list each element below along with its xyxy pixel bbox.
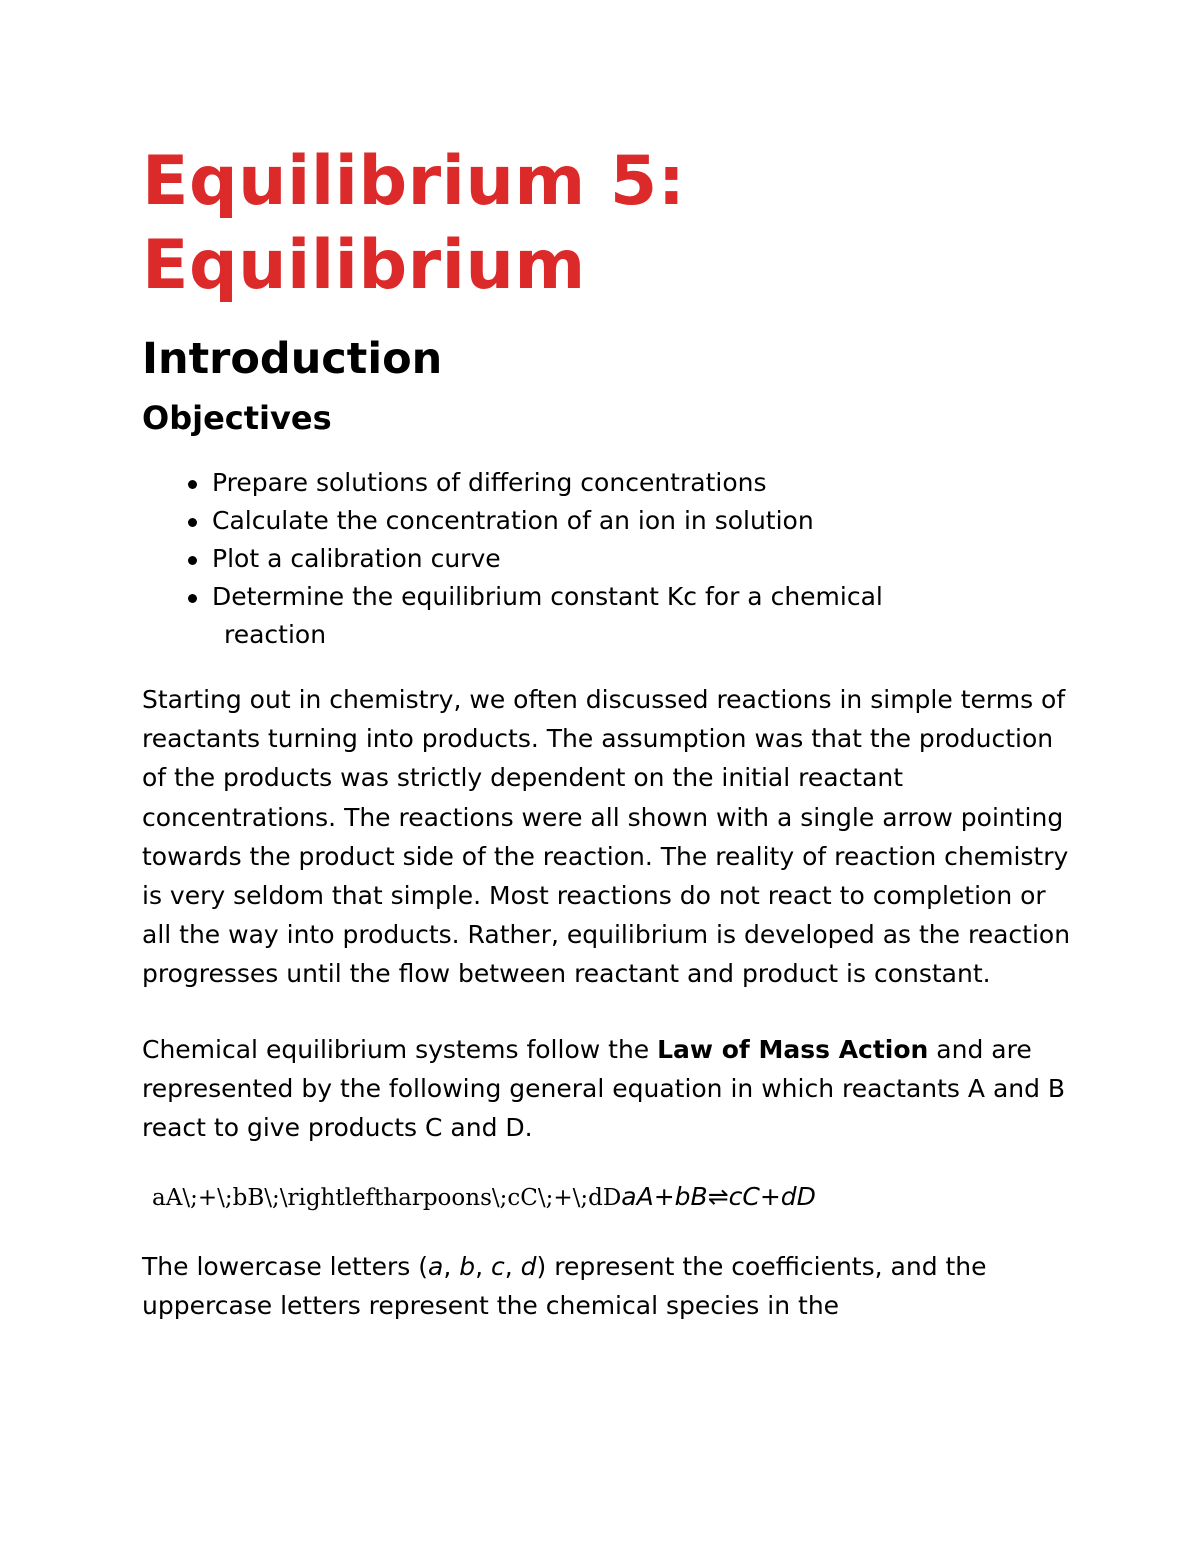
list-item [142, 540, 992, 578]
equation-term: dD [780, 1182, 816, 1212]
bullet-icon [188, 480, 197, 489]
bullet-icon [188, 594, 197, 603]
paragraph-text: and are represented by the following general equation in which reactants A and B react to give products C and D. [142, 1034, 1066, 1143]
equation-plus: + [653, 1182, 675, 1212]
separator: , [475, 1252, 491, 1282]
section-heading-introduction: Introduction [142, 334, 443, 384]
document-page [142, 140, 1082, 1326]
variable-a: a [427, 1252, 444, 1282]
subsection-heading-objectives: Objectives [142, 399, 332, 437]
general-equation [152, 1177, 1082, 1217]
equilibrium-arrow-icon: ⇌ [707, 1182, 729, 1212]
variable-b: b [459, 1252, 476, 1282]
title-line-1: Equilibrium 5: [142, 142, 686, 221]
list-item [142, 578, 992, 654]
objective-text: Calculate the concentration of an ion in solution [212, 506, 814, 535]
bullet-icon [188, 556, 197, 565]
separator: , [443, 1252, 460, 1282]
objective-text-continuation: reaction [224, 620, 327, 649]
equation-term: cC [728, 1182, 760, 1212]
law-of-mass-action-term: Law of Mass Action [657, 1034, 929, 1064]
variable-c: c [491, 1252, 505, 1282]
list-item [142, 464, 992, 502]
equation-term: bB [674, 1182, 708, 1212]
list-item [142, 502, 992, 540]
page-title [142, 140, 1082, 308]
equation-rendered [621, 1182, 816, 1211]
paragraph-intro: Starting out in chemistry, we often discussed reactions in simple terms of reactants turning into products. The assumption was that the production of the products was strictly dependent on the initial reactant concentrations. The reactions were all shown with a single arrow pointing towards the product side of the reaction. The reality of reaction chemistry is very seldom that simple. Most reactions do not react to completion or all the way into products. Rather, equilibrium is developed as the reaction progresses until the flow between reactant and product is constant. [142, 685, 1071, 989]
paragraph-law-of-mass-action [142, 1030, 1072, 1148]
paragraph-text: ) represent the coefficients, and the uppercase letters represent the chemical species in the [142, 1252, 987, 1321]
paragraph-text: The lowercase letters ( [142, 1252, 428, 1282]
title-line-2: Equilibrium [142, 226, 586, 305]
objective-text: Prepare solutions of differing concentrations [212, 468, 767, 497]
equation-term: aA [621, 1182, 654, 1212]
bullet-icon [188, 518, 197, 527]
objective-text: Determine the equilibrium constant Kc for a chemical [212, 582, 883, 611]
paragraph-text: Chemical equilibrium systems follow the [142, 1034, 658, 1064]
objectives-list [142, 464, 1082, 654]
variable-d: d [520, 1252, 537, 1282]
separator: , [504, 1252, 521, 1282]
objective-text: Plot a calibration curve [212, 544, 501, 573]
paragraph-coefficients [142, 1247, 1072, 1325]
equation-source-text: aA\;+\;bB\;\rightleftharpoons\;cC\;+\;dD [152, 1185, 622, 1212]
equation-plus: + [759, 1182, 781, 1212]
